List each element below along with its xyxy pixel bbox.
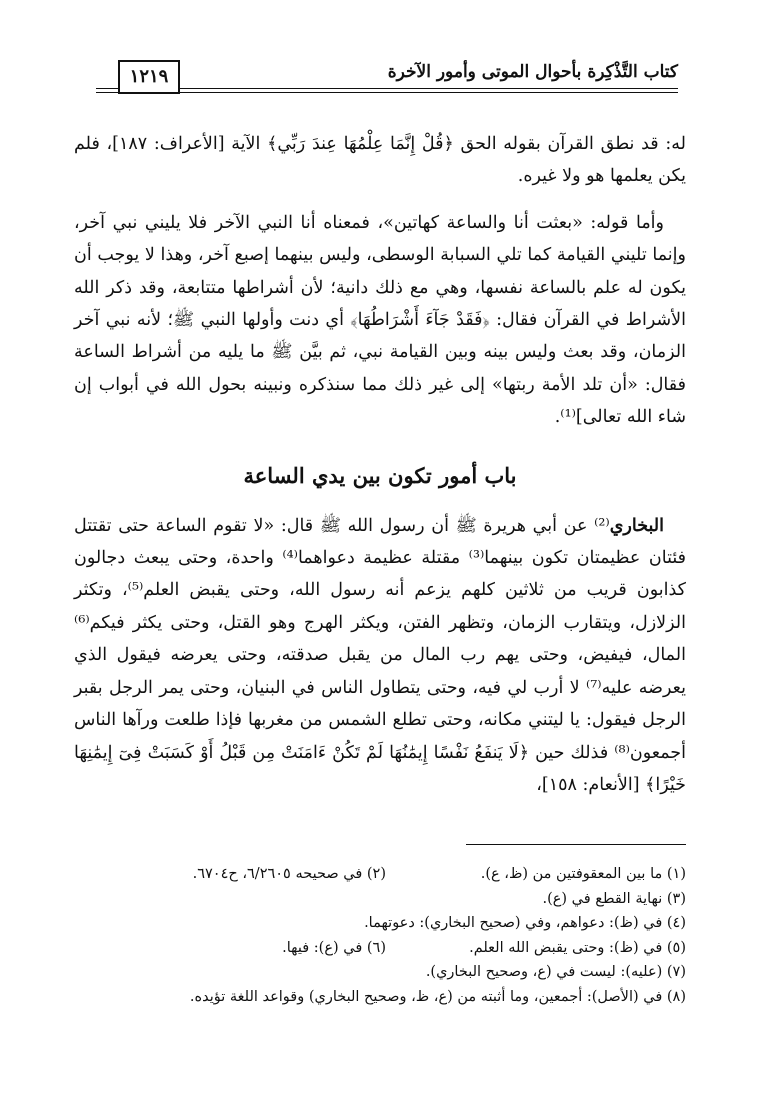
chapter-heading: باب أمور تكون بين يدي الساعة — [243, 462, 517, 488]
header-rule-double — [96, 92, 678, 93]
footnote-row — [74, 862, 686, 887]
paragraph-3-text: ⁽²⁾ عن أبي هريرة ﷺ أن رسول الله ﷺ قال: «لا تقوم الساعة حتى تقتتل فئتان عظيمتان تكون بينهما⁽³⁾ مقتلة عظيمة دعواهما⁽⁴⁾ واحدة، وحتى يبعث دجالون كذابون قريب من ثلاثين كلهم يزعم أنه رسول الله، وحتى يقبض العلم⁽⁵⁾، وتكثر الزلازل، ويتقارب الزمان، وتظهر الفتن، ويكثر الهرج وهو القتل، وحتى يكثر فيكم⁽⁶⁾ المال، فيفيض، وحتى يهم رب المال من يقبل صدقته، وحتى يعرضه فيقول الذي يعرضه عليه⁽⁷⁾ لا أرب لي فيه، وحتى يتطاول الناس في البنيان، وحتى يمر الرجل بقبر الرجل فيقول: يا ليتني مكانه، وحتى تطلع الشمس من مغربها فإذا طلعت ورآها الناس أجمعون⁽⁸⁾ فذلك حين ﴿لَا يَنفَعُ نَفْسًا إِيمَٰنُهَا لَمْ تَكُنْ ءَامَنَتْ مِن قَبْلُ أَوْ كَسَبَتْ فِىٓ إِيمَٰنِهَا خَيْرًا﴾ [الأنعام: ١٥٨]، — [74, 515, 686, 795]
footnote-4: (٤) في (ظ): دعواهم، وفي (صحيح البخاري): دعوتهما. — [364, 915, 686, 931]
page-number: ١٢١٩ — [118, 60, 180, 94]
running-title: كتاب التَّذْكِرة بأحوال الموتى وأمور الآخرة — [387, 62, 678, 82]
header-rule — [96, 88, 678, 89]
footnote-separator — [466, 844, 686, 845]
paragraph-1: له: قد نطق القرآن بقوله الحق ﴿قُلْ إِنَّمَا عِلْمُهَا عِندَ رَبِّي﴾ الآية [الأعراف: ١٨٧]، فلم يكن يعلمها هو ولا غيره. — [74, 134, 686, 187]
footnote-8: (٨) في (الأصل): أجمعين، وما أثبته من (ع، ظ، وصحيح البخاري) وقواعد اللغة تؤيده. — [189, 988, 686, 1005]
main-text — [74, 128, 686, 801]
source-name: البخاري — [609, 515, 664, 536]
footnote-5: (٥) في (ظ): وحتى يقبض الله العلم. — [469, 939, 686, 956]
paragraph-2: وأما قوله: «بعثت أنا والساعة كهاتين»، فمعناه أنا النبي الآخر فلا يليني نبي آخر، وإنما تليني القيامة كما تلي السبابة الوسطى، وليس بينهما إصبع آخر، وهذا لا يوجب أن يكون له علم بالساعة نفسها، وهي مع ذلك دانية؛ لأن أشراطها متتابعة، وقد ذكر الله الأشراط في القرآن فقال: ﴿فَقَدْ جَآءَ أَشْرَاطُهَا﴾ أي دنت وأولها النبي ﷺ؛ لأنه نبي آخر الزمان، وقد بعث وليس بينه وبين القيامة نبي، ثم بيَّن ﷺ ما يليه من أشراط الساعة فقال: «أن تلد الأمة ربتها» إلى غير ذلك مما سنذكره ونبينه بحول الله في أبواب إن شاء الله تعالى]⁽¹⁾. — [74, 212, 686, 428]
footnote-6: (٦) في (ع): فيها. — [282, 939, 386, 956]
paragraph-3 — [74, 510, 686, 802]
footnote-7: (٧) (عليه): ليست في (ع، وصحيح البخاري). — [425, 964, 686, 980]
footnote-row — [74, 936, 686, 961]
page-header — [96, 58, 678, 100]
footnotes — [74, 862, 686, 1009]
footnote-2: (٢) في صحيحه ٦/٢٦٠٥، ح٦٧٠٤. — [192, 866, 386, 882]
footnote-3: (٣) نهاية القطع في (ع). — [542, 890, 686, 907]
footnote-1: (١) ما بين المعقوفتين من (ظ، ع). — [480, 866, 686, 882]
